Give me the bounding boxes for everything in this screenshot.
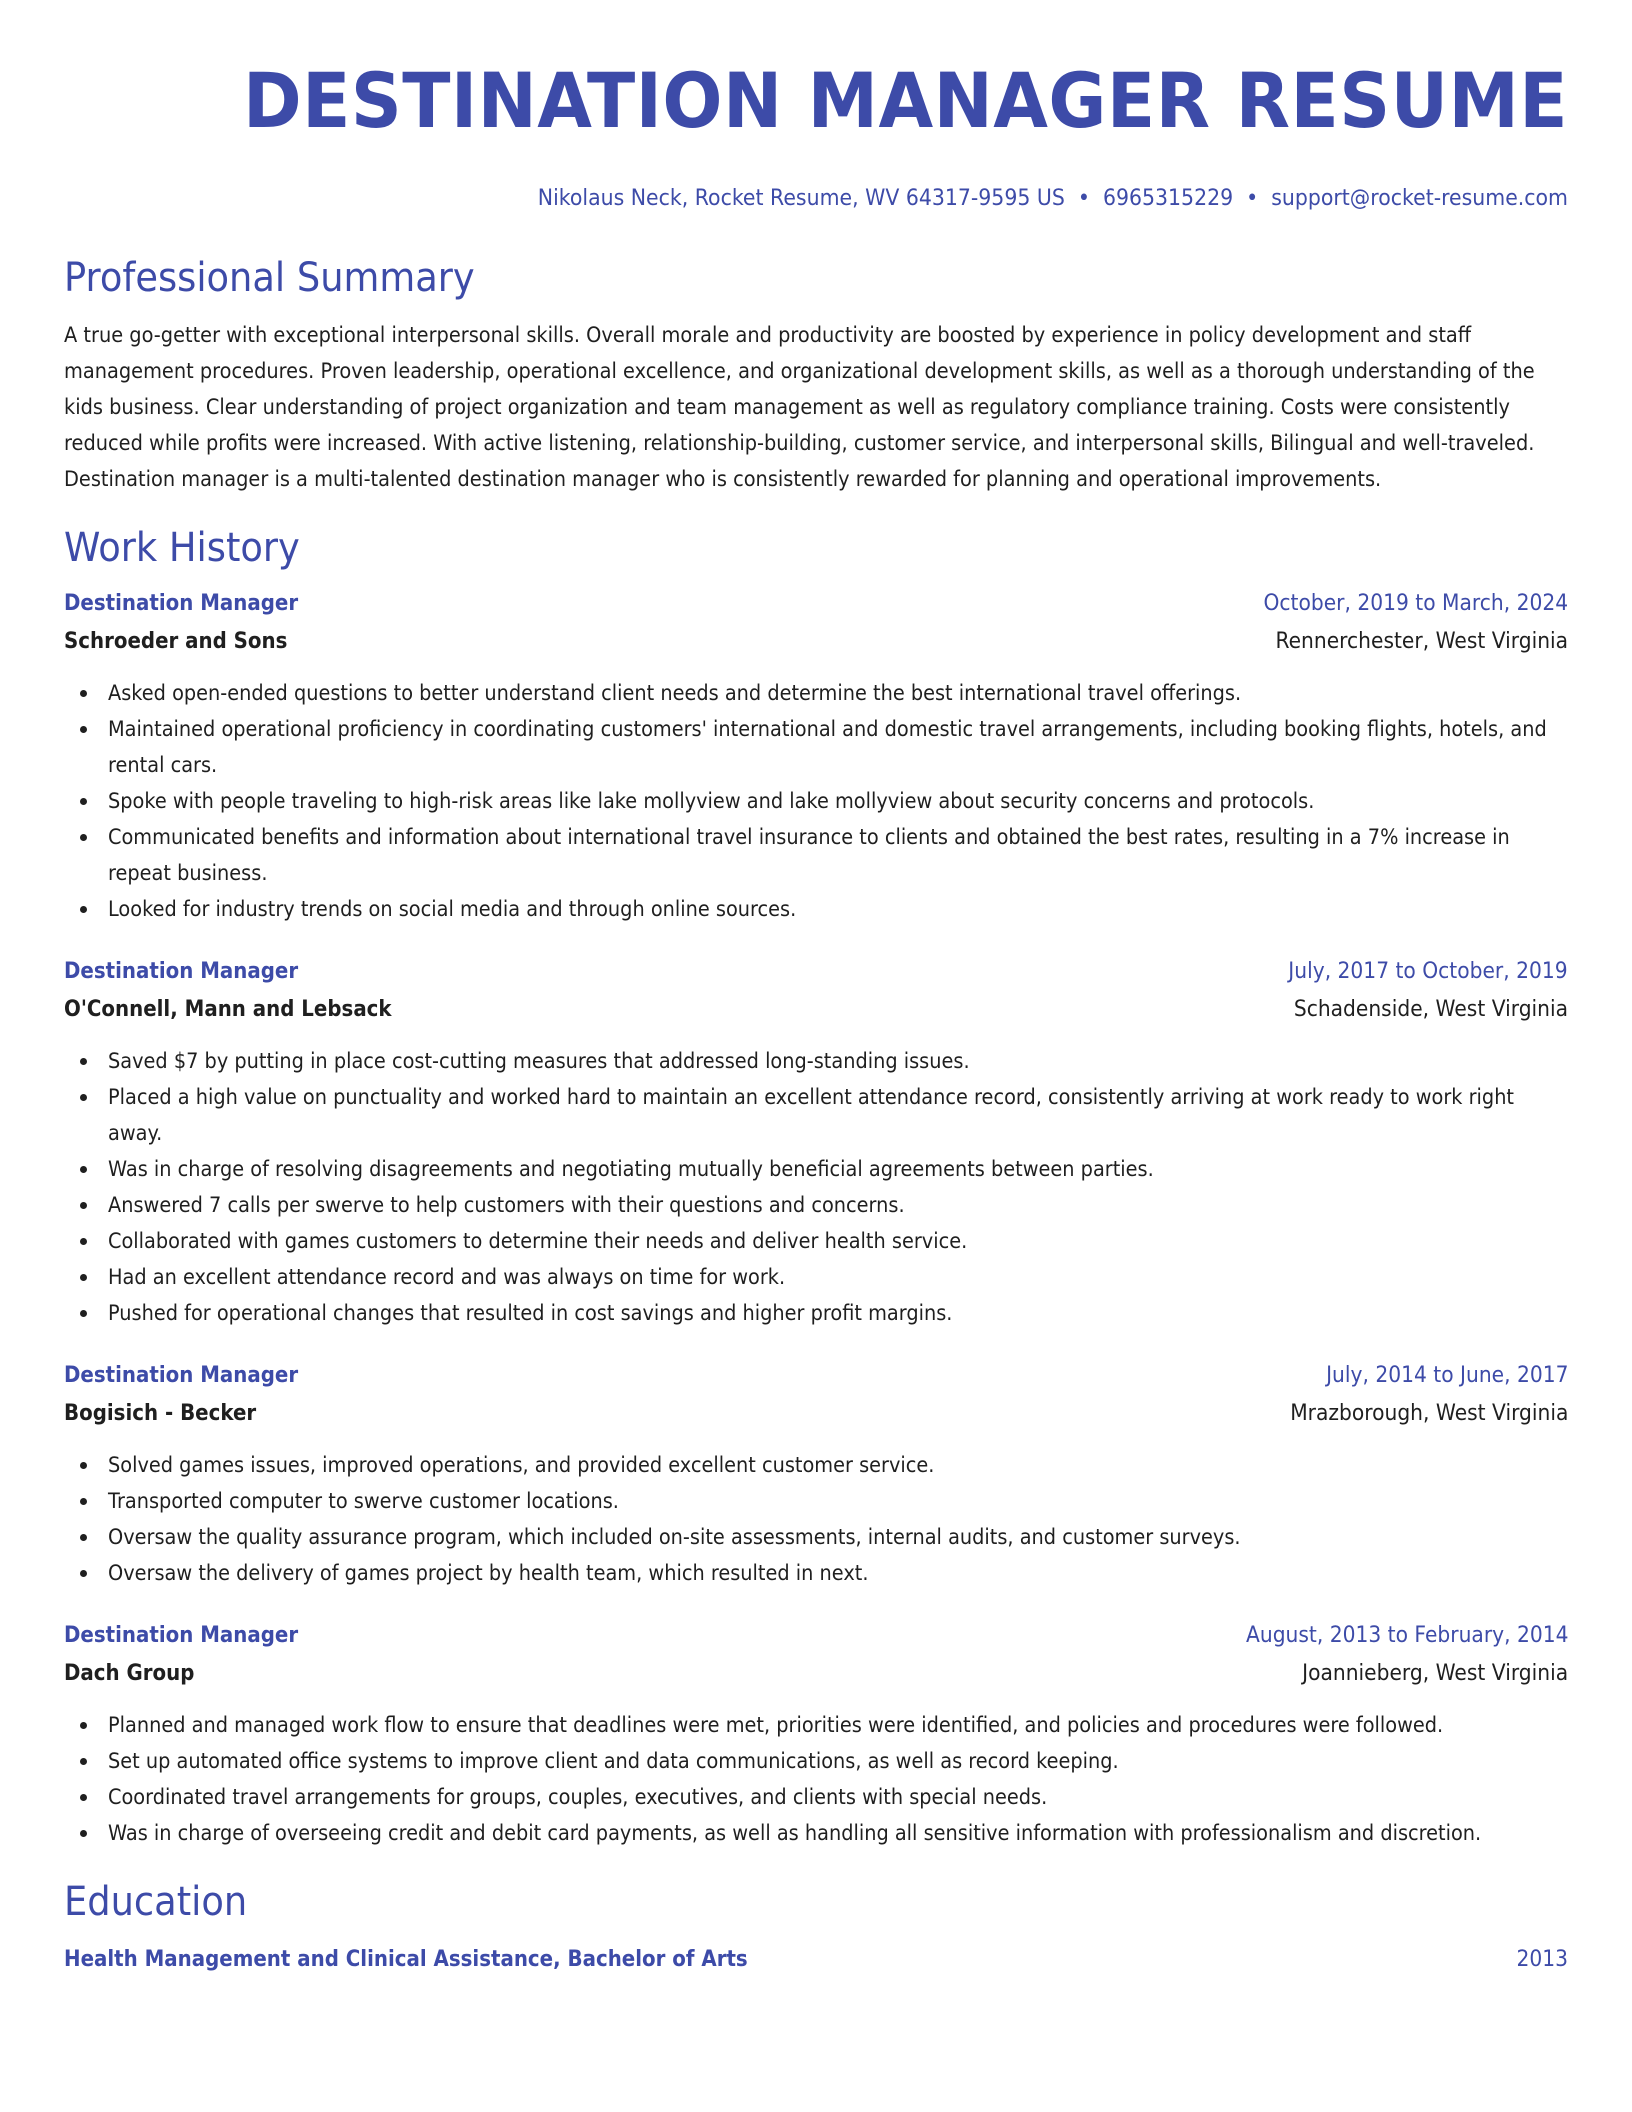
job-entry <box>64 953 1568 1331</box>
contact-separator: • <box>1246 186 1259 211</box>
education-heading: Education <box>64 1879 248 1925</box>
job-company-row <box>64 991 1568 1029</box>
bullet-dot-icon <box>80 1498 87 1505</box>
job-title-row <box>64 1357 1568 1395</box>
job-company: Dach Group <box>64 1661 195 1686</box>
job-bullet <box>64 1743 1568 1779</box>
job-dates: July, 2017 to October, 2019 <box>1288 959 1568 984</box>
job-location: Rennerchester, West Virginia <box>1275 629 1568 654</box>
education-list <box>64 1941 1568 1979</box>
job-bullet <box>64 1043 1568 1079</box>
job-bullet <box>64 1151 1568 1187</box>
bullet-dot-icon <box>80 1758 87 1765</box>
job-title: Destination Manager <box>64 591 299 616</box>
job-bullet-text: Collaborated with games customers to determine their needs and deliver health service. <box>108 1229 968 1253</box>
job-bullet <box>64 1519 1568 1555</box>
job-bullet-text: Placed a high value on punctuality and worked hard to maintain an excellent attendance record, consistently arriving at work ready to work right away. <box>108 1085 1515 1145</box>
job-bullet-list <box>64 1707 1568 1851</box>
education-year: 2013 <box>1516 1947 1568 1972</box>
job-bullet <box>64 1295 1568 1331</box>
resume-title: DESTINATION MANAGER RESUME <box>242 56 1568 145</box>
job-bullet-text: Looked for industry trends on social media and through online sources. <box>108 897 797 921</box>
bullet-dot-icon <box>80 726 87 733</box>
job-bullet-list <box>64 1447 1568 1591</box>
job-dates: July, 2014 to June, 2017 <box>1325 1363 1568 1388</box>
job-company-row <box>64 1395 1568 1433</box>
job-bullet-text: Coordinated travel arrangements for groups, couples, executives, and clients with special needs. <box>108 1785 1048 1809</box>
job-bullet-list <box>64 1043 1568 1331</box>
education-degree: Health Management and Clinical Assistance, Bachelor of Arts <box>64 1947 748 1972</box>
job-location: Joannieberg, West Virginia <box>1302 1661 1568 1686</box>
job-bullet-text: Set up automated office systems to improve client and data communications, as well as record keeping. <box>108 1749 1119 1773</box>
summary-text: A true go-getter with exceptional interpersonal skills. Overall morale and productivity are boosted by experience in policy development and staff management procedures. Proven leadership, operational excellence, and organizational development skills, as well as a thorough understanding of the kids business. Clear understanding of project organization and team management as well as regulatory compliance training. Costs were consistently reduced while profits were increased. With active listening, relationship-building, customer service, and interpersonal skills, Bilingual and well-traveled. Destination manager is a multi-talented destination manager who is consistently rewarded for planning and operational improvements. <box>64 323 1535 491</box>
bullet-dot-icon <box>80 1166 87 1173</box>
bullet-dot-icon <box>80 1722 87 1729</box>
job-bullet <box>64 675 1568 711</box>
job-bullet-text: Was in charge of overseeing credit and debit card payments, as well as handling all sensitive information with professionalism and discretion. <box>108 1821 1482 1845</box>
job-title-row <box>64 953 1568 991</box>
contact-separator: • <box>1077 186 1090 211</box>
job-company-row <box>64 1655 1568 1693</box>
job-bullet-text: Communicated benefits and information about international travel insurance to clients and obtained the best rates, resulting in a 7% increase in repeat business. <box>108 825 1510 885</box>
job-bullet-text: Was in charge of resolving disagreements and negotiating mutually beneficial agreements between parties. <box>108 1157 1154 1181</box>
job-company: O'Connell, Mann and Lebsack <box>64 997 392 1022</box>
job-bullet <box>64 1483 1568 1519</box>
education-entry <box>64 1941 1568 1979</box>
job-company: Bogisich - Becker <box>64 1401 257 1426</box>
bullet-dot-icon <box>80 1274 87 1281</box>
job-title-row <box>64 585 1568 623</box>
bullet-dot-icon <box>80 1462 87 1469</box>
job-bullet <box>64 1187 1568 1223</box>
job-dates: August, 2013 to February, 2014 <box>1245 1623 1568 1648</box>
bullet-dot-icon <box>80 1570 87 1577</box>
job-bullet-text: Planned and managed work flow to ensure that deadlines were met, priorities were identified, and policies and procedures were followed. <box>108 1713 1444 1737</box>
resume-page <box>64 0 1568 1979</box>
job-bullet <box>64 1707 1568 1743</box>
contact-line <box>169 184 1568 214</box>
job-title-row <box>64 1617 1568 1655</box>
job-entry <box>64 585 1568 927</box>
contact-email[interactable]: support@rocket-resume.com <box>1271 186 1568 211</box>
job-title: Destination Manager <box>64 1363 299 1388</box>
bullet-dot-icon <box>80 1058 87 1065</box>
job-bullet-text: Answered 7 calls per swerve to help customers with their questions and concerns. <box>108 1193 905 1217</box>
contact-address: Nikolaus Neck, Rocket Resume, WV 64317-9595 US <box>537 186 1065 211</box>
job-bullet-text: Saved $7 by putting in place cost-cutting measures that addressed long-standing issues. <box>108 1049 970 1073</box>
job-title: Destination Manager <box>64 959 299 984</box>
job-title: Destination Manager <box>64 1623 299 1648</box>
job-bullet <box>64 1079 1568 1151</box>
job-bullet-text: Maintained operational proficiency in coordinating customers' international and domestic travel arrangements, including booking flights, hotels, and rental cars. <box>108 717 1547 777</box>
job-bullet-text: Transported computer to swerve customer locations. <box>108 1489 619 1513</box>
job-bullet-text: Oversaw the delivery of games project by health team, which resulted in next. <box>108 1561 869 1585</box>
job-bullet-text: Oversaw the quality assurance program, which included on-site assessments, internal audits, and customer surveys. <box>108 1525 1241 1549</box>
bullet-dot-icon <box>80 798 87 805</box>
summary-heading: Professional Summary <box>64 255 475 301</box>
job-entry <box>64 1357 1568 1591</box>
work-history-heading: Work History <box>64 525 300 571</box>
job-company-row <box>64 623 1568 661</box>
job-bullet <box>64 711 1568 783</box>
job-location: Schadenside, West Virginia <box>1293 997 1568 1022</box>
bullet-dot-icon <box>80 1310 87 1317</box>
bullet-dot-icon <box>80 906 87 913</box>
job-bullet-text: Had an excellent attendance record and was always on time for work. <box>108 1265 786 1289</box>
bullet-dot-icon <box>80 1238 87 1245</box>
job-bullet-list <box>64 675 1568 927</box>
bullet-dot-icon <box>80 1794 87 1801</box>
job-bullet-text: Asked open-ended questions to better understand client needs and determine the best international travel offerings. <box>108 681 1242 705</box>
job-company: Schroeder and Sons <box>64 629 288 654</box>
bullet-dot-icon <box>80 834 87 841</box>
job-location: Mrazborough, West Virginia <box>1289 1401 1568 1426</box>
bullet-dot-icon <box>80 1534 87 1541</box>
job-bullet <box>64 891 1568 927</box>
bullet-dot-icon <box>80 1830 87 1837</box>
work-history-list <box>64 585 1568 1851</box>
job-entry <box>64 1617 1568 1851</box>
job-bullet <box>64 1779 1568 1815</box>
job-bullet-text: Pushed for operational changes that resulted in cost savings and higher profit margins. <box>108 1301 953 1325</box>
job-bullet <box>64 1447 1568 1483</box>
job-bullet <box>64 1815 1568 1851</box>
job-bullet <box>64 1555 1568 1591</box>
job-bullet <box>64 1259 1568 1295</box>
bullet-dot-icon <box>80 690 87 697</box>
job-dates: October, 2019 to March, 2024 <box>1263 591 1568 616</box>
job-bullet-text: Solved games issues, improved operations, and provided excellent customer service. <box>108 1453 935 1477</box>
job-bullet-text: Spoke with people traveling to high-risk areas like lake mollyview and lake mollyview about security concerns and protocols. <box>108 789 1315 813</box>
job-bullet <box>64 1223 1568 1259</box>
contact-phone: 6965315229 <box>1102 186 1234 211</box>
bullet-dot-icon <box>80 1202 87 1209</box>
job-bullet <box>64 819 1568 891</box>
bullet-dot-icon <box>80 1094 87 1101</box>
job-bullet <box>64 783 1568 819</box>
